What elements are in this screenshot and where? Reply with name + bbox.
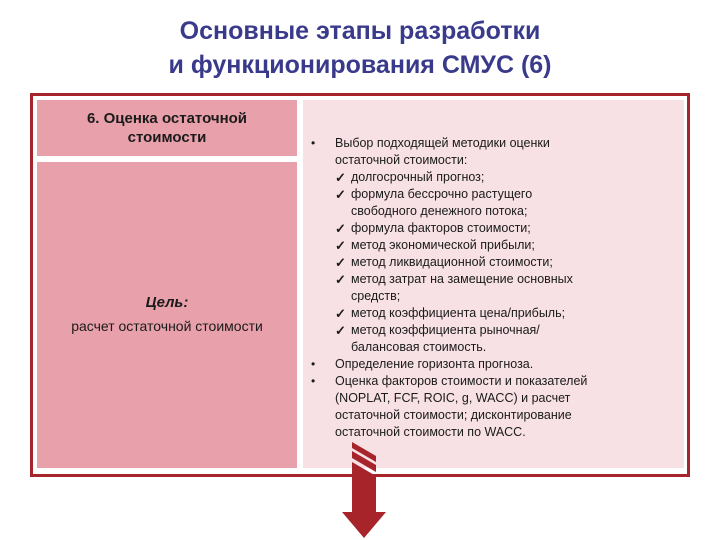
checkmark-icon: ✓ <box>335 221 346 236</box>
slide-title-line-1: Основные этапы разработки <box>179 17 541 45</box>
check-text-line: метод затрат на замещение основных <box>351 272 573 286</box>
bullet-text-line: Выбор подходящей методики оценки <box>335 136 550 150</box>
check-text-line: метод коэффициента рыночная/ <box>351 323 540 337</box>
check-text-line: долгосрочный прогноз; <box>351 170 485 184</box>
check-text-line: формула бессрочно растущего <box>351 187 533 201</box>
bullet-dot-icon: • <box>311 357 316 371</box>
goal-box <box>37 162 297 468</box>
bullet-text-line: (NOPLAT, FCF, ROIC, g, WACC) и расчет <box>335 391 571 405</box>
check-text-line: формула факторов стоимости; <box>351 221 531 235</box>
bullet-item <box>303 373 684 441</box>
arrow-head <box>342 512 386 538</box>
check-item <box>303 271 684 305</box>
bullet-item <box>303 135 684 169</box>
check-text-line: метод экономической прибыли; <box>351 238 535 252</box>
bullet-list <box>303 135 684 441</box>
goal-label: Цель: <box>145 294 189 311</box>
checkmark-icon: ✓ <box>335 255 346 270</box>
check-item <box>303 169 684 186</box>
check-item <box>303 237 684 254</box>
checkmark-icon: ✓ <box>335 323 346 338</box>
slide-title-line-2: и функционирования СМУС (6) <box>168 51 552 79</box>
checkmark-icon: ✓ <box>335 272 346 287</box>
slide-title <box>0 14 720 82</box>
check-text-line: метод коэффициента цена/прибыль; <box>351 306 566 320</box>
check-item <box>303 322 684 356</box>
details-box <box>303 100 684 468</box>
bullet-text-line: остаточной стоимости по WACC. <box>335 425 526 439</box>
bullet-dot-icon: • <box>311 136 316 150</box>
check-item <box>303 220 684 237</box>
checkmark-icon: ✓ <box>335 187 346 202</box>
bullet-text-line: Оценка факторов стоимости и показателей <box>335 374 588 388</box>
stage-title-line-2: стоимости <box>127 129 207 146</box>
check-text-line: метод ликвидационной стоимости; <box>351 255 553 269</box>
bullet-dot-icon: • <box>311 374 316 388</box>
check-item <box>303 186 684 220</box>
bullet-text-line: Определение горизонта прогноза. <box>335 357 534 371</box>
checkmark-icon: ✓ <box>335 306 346 321</box>
check-item <box>303 305 684 322</box>
check-text-line: средств; <box>351 289 401 303</box>
bullet-text-line: остаточной стоимости; дисконтирование <box>335 408 572 422</box>
bullet-text-line: остаточной стоимости: <box>335 153 468 167</box>
check-item <box>303 254 684 271</box>
stage-title-box <box>37 100 297 156</box>
bullet-item <box>303 356 684 373</box>
check-text-line: свободного денежного потока; <box>351 204 528 218</box>
checkmark-icon: ✓ <box>335 238 346 253</box>
check-text-line: балансовая стоимость. <box>351 340 487 354</box>
goal-text: расчет остаточной стоимости <box>71 318 263 334</box>
checkmark-icon: ✓ <box>335 170 346 185</box>
stage-title-line-1: 6. Оценка остаточной <box>86 110 248 127</box>
down-arrow-icon <box>340 442 390 538</box>
